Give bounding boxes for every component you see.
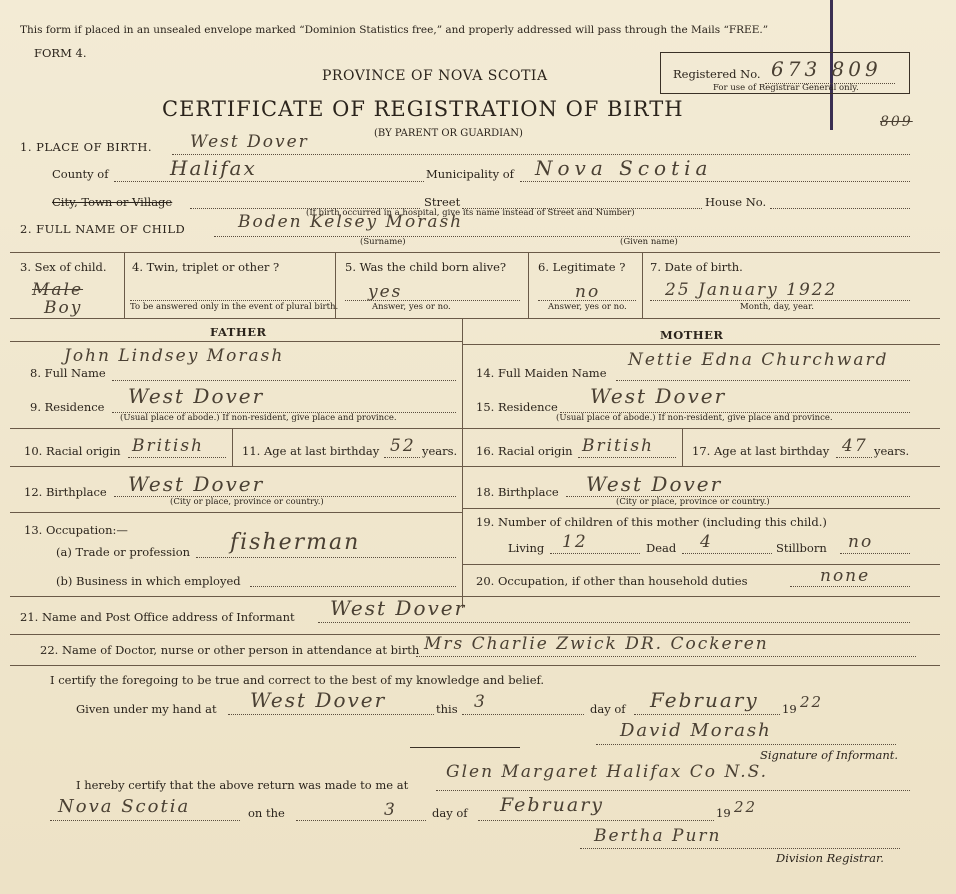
date-note: Month, day, year.: [740, 302, 814, 312]
father-business-label: (b) Business in which employed: [56, 574, 241, 588]
day-of-label: day of: [590, 702, 626, 716]
year-prefix: 19: [782, 702, 797, 716]
alive-label: 5. Was the child born alive?: [345, 260, 507, 274]
doctor-value: Mrs Charlie Zwick DR. Cockeren: [424, 634, 769, 654]
mailing-notice: This form if placed in an unsealed envelope marked “Dominion Statistics free,” and properly addressed will pass through the Mails “FREE.”: [20, 24, 769, 36]
date-of-birth-value: 25 January 1922: [665, 280, 838, 300]
mother-racial-label: 16. Racial origin: [476, 444, 573, 458]
registrar-statement: I hereby certify that the above return was made to me at: [76, 778, 409, 792]
father-trade-value: fisherman: [230, 530, 361, 555]
mother-residence-label: 15. Residence: [476, 400, 558, 414]
dead-value: 4: [700, 532, 713, 552]
informant-value: West Dover: [330, 596, 467, 620]
father-birthplace-value: West Dover: [128, 472, 265, 496]
on-the-label: on the: [248, 806, 285, 820]
mother-racial-value: British: [582, 436, 654, 456]
twin-note: To be answered only in the event of plural birth.: [130, 302, 339, 312]
child-name-label: 2. FULL NAME OF CHILD: [20, 222, 186, 236]
municipality-value: Nova Scotia: [535, 156, 713, 180]
province-heading: PROVINCE OF NOVA SCOTIA: [322, 68, 548, 84]
father-birthplace-note: (City or place, province or country.): [170, 497, 324, 507]
father-racial-value: British: [132, 436, 204, 456]
mother-occupation-label: 20. Occupation, if other than household duties: [476, 574, 748, 588]
registrar-year-prefix: 19: [716, 806, 731, 820]
father-age-label: 11. Age at last birthday: [242, 444, 380, 458]
city-label: City, Town or Village: [52, 195, 173, 209]
legitimate-label: 6. Legitimate ?: [538, 260, 626, 274]
registrar-day-of-label: day of: [432, 806, 468, 820]
given-under-hand-label: Given under my hand at: [76, 702, 217, 716]
dead-label: Dead: [646, 541, 677, 555]
registrar-month-value: February: [500, 794, 605, 816]
father-racial-label: 10. Racial origin: [24, 444, 121, 458]
doctor-label: 22. Name of Doctor, nurse or other person in attendance at birth: [40, 643, 420, 657]
form-number: FORM 4.: [34, 46, 87, 60]
legitimate-note: Answer, yes or no.: [548, 302, 627, 312]
registrar-day-value: 3: [384, 800, 397, 820]
certify-statement: I certify the foregoing to be true and correct to the best of my knowledge and belief.: [50, 673, 545, 687]
registrar-place-value: Glen Margaret Halifax Co N.S.: [446, 762, 769, 782]
mother-name-label: 14. Full Maiden Name: [476, 366, 607, 380]
this-label: this: [436, 702, 458, 716]
mother-residence-note: (Usual place of abode.) If non-resident, give place and province.: [556, 413, 833, 423]
father-trade-label: (a) Trade or profession: [56, 545, 191, 559]
mother-children-label: 19. Number of children of this mother (including this child.): [476, 515, 827, 529]
living-value: 12: [562, 532, 588, 552]
sex-struck-value: Male: [32, 280, 84, 300]
given-name-note: (Given name): [620, 237, 678, 247]
mother-birthplace-value: West Dover: [586, 472, 723, 496]
mother-age-label: 17. Age at last birthday: [692, 444, 830, 458]
father-name-label: 8. Full Name: [30, 366, 106, 380]
stillborn-label: Stillborn: [776, 541, 827, 555]
sex-label: 3. Sex of child.: [20, 260, 107, 274]
registration-box: [660, 52, 910, 94]
page-subtitle: (BY PARENT OR GUARDIAN): [374, 128, 523, 139]
registrar-province-value: Nova Scotia: [58, 796, 191, 817]
house-no-label: House No.: [705, 195, 767, 209]
mother-birthplace-label: 18. Birthplace: [476, 485, 559, 499]
municipality-label: Municipality of: [426, 167, 514, 181]
mother-years-label: years.: [874, 444, 910, 458]
sex-value: Boy: [44, 298, 83, 318]
month-value: February: [650, 688, 759, 712]
corner-number: 809: [880, 114, 913, 130]
father-residence-note: (Usual place of abode.) If non-resident, give place and province.: [120, 413, 397, 423]
alive-value: yes: [368, 282, 403, 302]
informant-signature: David Morash: [620, 720, 772, 741]
registrar-year-value: 22: [734, 798, 758, 816]
informant-signature-label: Signature of Informant.: [760, 748, 899, 762]
registered-label: Registered No.: [673, 67, 761, 81]
registered-number: 673 809: [771, 57, 882, 81]
day-value: 3: [474, 692, 487, 712]
place-of-birth-value: West Dover: [190, 132, 309, 152]
father-birthplace-label: 12. Birthplace: [24, 485, 107, 499]
surname-note: (Surname): [360, 237, 406, 247]
page-title: CERTIFICATE OF REGISTRATION OF BIRTH: [162, 97, 684, 121]
county-value: Halifax: [170, 156, 257, 180]
legitimate-value: no: [575, 282, 601, 302]
alive-note: Answer, yes or no.: [372, 302, 451, 312]
child-name-value: Boden Kelsey Morash: [238, 212, 464, 232]
place-of-birth-label: 1. PLACE OF BIRTH.: [20, 140, 153, 154]
father-years-label: years.: [422, 444, 458, 458]
father-heading: FATHER: [210, 325, 267, 339]
county-label: County of: [52, 167, 109, 181]
year-value: 22: [800, 693, 824, 711]
father-name-value: John Lindsey Morash: [64, 346, 285, 366]
father-residence-value: West Dover: [128, 384, 265, 408]
division-registrar-label: Division Registrar.: [776, 851, 884, 865]
father-occupation-label: 13. Occupation:—: [24, 523, 128, 537]
street-label: Street: [424, 195, 461, 209]
mother-heading: MOTHER: [660, 328, 724, 342]
registrar-signature: Bertha Purn: [594, 826, 722, 846]
father-age-value: 52: [390, 436, 416, 456]
given-place-value: West Dover: [250, 688, 387, 712]
stillborn-value: no: [848, 532, 874, 552]
twin-label: 4. Twin, triplet or other ?: [132, 260, 280, 274]
date-of-birth-label: 7. Date of birth.: [650, 260, 743, 274]
hospital-note: (If birth occurred in a hospital, give its name instead of Street and Number): [306, 208, 635, 218]
mother-occupation-value: none: [820, 566, 871, 586]
mother-birthplace-note: (City or place, province or country.): [616, 497, 770, 507]
informant-label: 21. Name and Post Office address of Informant: [20, 610, 295, 624]
living-label: Living: [508, 541, 545, 555]
registrar-note: For use of Registrar General only.: [713, 83, 859, 93]
father-residence-label: 9. Residence: [30, 400, 105, 414]
mother-name-value: Nettie Edna Churchward: [628, 350, 889, 370]
mother-age-value: 47: [842, 436, 868, 456]
mother-residence-value: West Dover: [590, 384, 727, 408]
